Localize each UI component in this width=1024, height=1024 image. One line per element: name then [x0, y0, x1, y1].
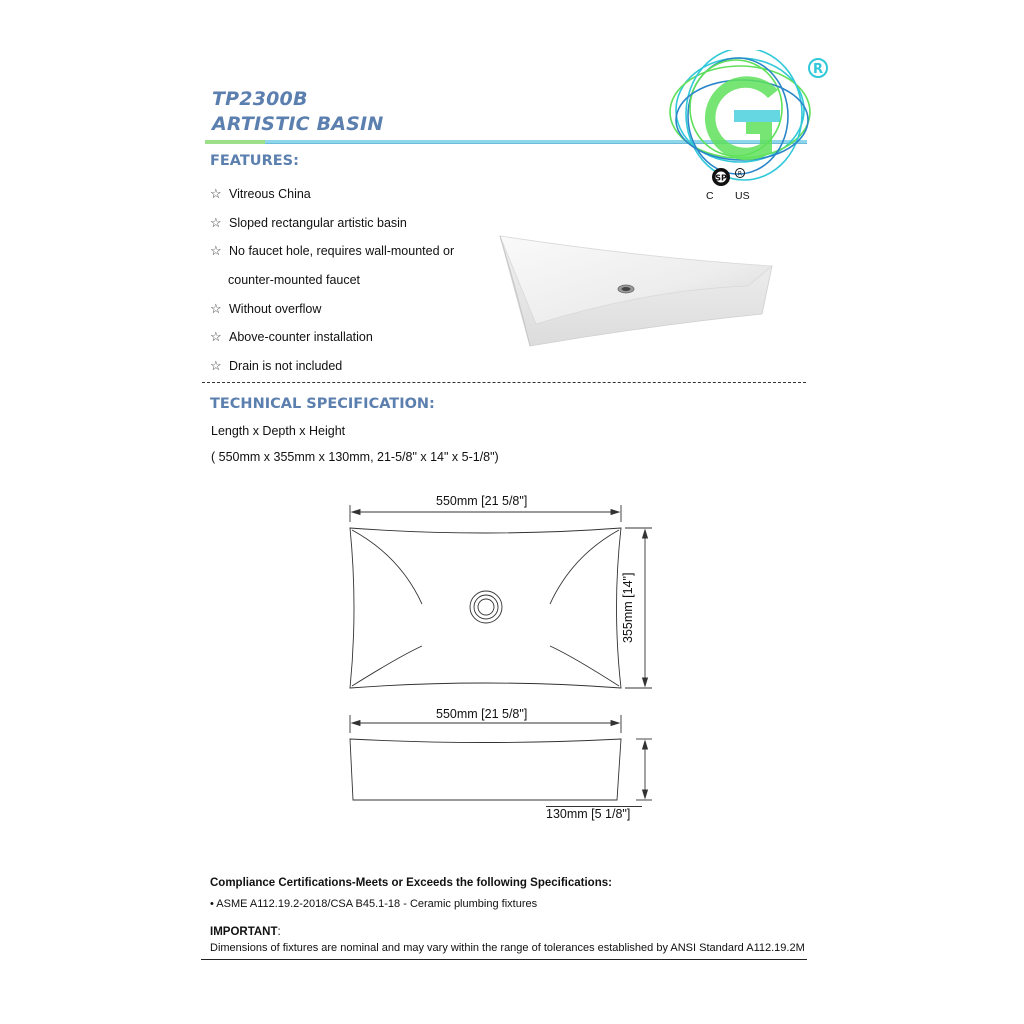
- compliance-item: • ASME A112.19.2-2018/CSA B45.1-18 - Ceramic plumbing fixtures: [210, 898, 538, 910]
- star-bullet-icon: ☆: [210, 186, 222, 202]
- section-divider: [202, 382, 806, 383]
- list-item: [210, 209, 454, 238]
- footer-divider: [201, 959, 807, 960]
- cert-left-label: C: [706, 190, 714, 202]
- important-title: [210, 926, 281, 938]
- height-label-underline: [546, 806, 642, 807]
- feature-text: counter-mounted faucet: [228, 273, 361, 288]
- list-item: [210, 352, 454, 381]
- svg-text:R: R: [737, 170, 743, 178]
- important-colon: :: [277, 926, 281, 938]
- list-item: [210, 237, 454, 266]
- top-length-dimension: 550mm [21 5/8"]: [436, 494, 528, 508]
- feature-list: [210, 180, 454, 380]
- important-label: IMPORTANT: [210, 926, 278, 938]
- basin-product-image: [496, 228, 776, 353]
- feature-text: Drain is not included: [229, 358, 343, 373]
- feature-text: Sloped rectangular artistic basin: [229, 215, 407, 230]
- feature-text: Above-counter installation: [229, 330, 373, 345]
- svg-text:R: R: [812, 62, 824, 77]
- height-dimension: 130mm [5 1/8"]: [546, 807, 631, 821]
- depth-dimension: 355mm [14"]: [621, 572, 635, 643]
- header-divider-accent: [205, 140, 265, 144]
- star-bullet-icon: ☆: [210, 214, 222, 230]
- feature-text: No faucet hole, requires wall-mounted or: [229, 244, 455, 259]
- svg-text:SP: SP: [715, 173, 727, 183]
- compliance-title: Compliance Certifications-Meets or Exceeds the following Specifications:: [210, 877, 612, 889]
- product-name: ARTISTIC BASIN: [212, 113, 384, 135]
- side-length-dimension: 550mm [21 5/8"]: [436, 707, 528, 721]
- important-text: Dimensions of fixtures are nominal and may vary within the range of tolerances established by ANSI Standard A112.19.2M: [210, 942, 805, 954]
- cert-right-label: US: [735, 190, 750, 202]
- dimensions-value: ( 550mm x 355mm x 130mm, 21-5/8" x 14" x 5-1/8"): [211, 450, 499, 464]
- list-item: [210, 294, 454, 323]
- list-item-continuation: [210, 266, 454, 295]
- list-item: [210, 323, 454, 352]
- feature-text: Without overflow: [229, 301, 322, 316]
- star-bullet-icon: ☆: [210, 329, 222, 345]
- star-bullet-icon: ☆: [210, 357, 222, 373]
- technical-spec-heading: TECHNICAL SPECIFICATION:: [210, 396, 435, 412]
- model-number: TP2300B: [212, 88, 308, 110]
- feature-text: Vitreous China: [229, 187, 311, 202]
- list-item: [210, 180, 454, 209]
- star-bullet-icon: ☆: [210, 300, 222, 316]
- features-heading: FEATURES:: [210, 153, 299, 169]
- dimensions-label: Length x Depth x Height: [211, 424, 346, 438]
- star-bullet-icon: ☆: [210, 243, 222, 259]
